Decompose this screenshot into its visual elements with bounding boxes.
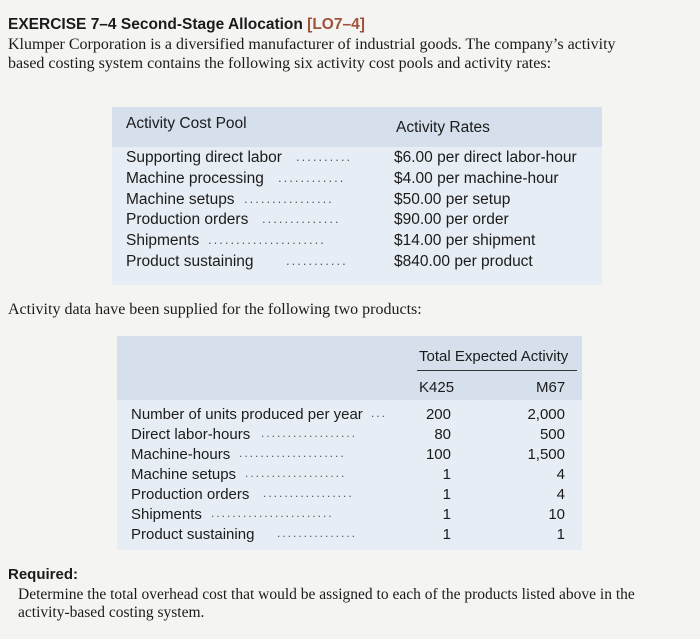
table-row bbox=[126, 232, 602, 253]
leader-dots: ............... bbox=[277, 526, 358, 540]
row-label: Direct labor-hours bbox=[131, 426, 251, 443]
row-label: Shipments bbox=[131, 506, 202, 523]
row-label: Product sustaining bbox=[131, 526, 255, 543]
table-header bbox=[117, 336, 582, 400]
m67-value: 4 bbox=[556, 486, 565, 503]
column-header-rate: Activity Rates bbox=[396, 119, 490, 136]
table-row bbox=[131, 426, 577, 446]
activity-rates-table bbox=[112, 107, 602, 285]
k425-value: 200 bbox=[425, 406, 451, 423]
intro-paragraph bbox=[8, 35, 700, 73]
activity-data-intro: Activity data have been supplied for the following two products: bbox=[8, 301, 422, 318]
column-header-k425: K425 bbox=[419, 379, 455, 396]
exercise-title: EXERCISE 7–4 Second-Stage Allocation bbox=[8, 16, 308, 33]
row-label: Number of units produced per year bbox=[131, 406, 363, 423]
pool-label: Supporting direct labor bbox=[126, 149, 282, 166]
leader-dots: ................... bbox=[245, 466, 347, 480]
leader-dots: .................. bbox=[261, 426, 358, 440]
table-row bbox=[126, 253, 602, 274]
leader-dots: ... bbox=[371, 406, 388, 420]
k425-value: 1 bbox=[442, 506, 451, 523]
intro-line: Klumper Corporation is a diversified manufacturer of industrial goods. The company’s activity bbox=[8, 36, 616, 53]
leader-dots: ....................... bbox=[211, 506, 334, 520]
required-text bbox=[18, 586, 698, 622]
pool-label: Production orders bbox=[126, 211, 249, 228]
table-row bbox=[126, 149, 602, 170]
intro-line: based costing system contains the following six activity cost pools and activity rates: bbox=[8, 55, 552, 72]
column-header-pool: Activity Cost Pool bbox=[126, 115, 247, 132]
leader-dots: ................ bbox=[244, 191, 334, 206]
m67-value: 10 bbox=[548, 506, 565, 523]
exercise-heading bbox=[8, 16, 365, 34]
group-header: Total Expected Activity bbox=[419, 348, 569, 365]
leader-dots: .............. bbox=[262, 211, 341, 226]
row-label: Machine-hours bbox=[131, 446, 231, 463]
leader-dots: ............ bbox=[278, 170, 346, 185]
m67-value: 1 bbox=[556, 526, 565, 543]
table-row bbox=[126, 211, 602, 232]
rate-value: $4.00 per machine-hour bbox=[394, 170, 559, 187]
table-row bbox=[131, 486, 577, 506]
leader-dots: ........... bbox=[286, 253, 348, 268]
leader-dots: ..................... bbox=[208, 232, 326, 247]
table-row bbox=[131, 526, 577, 546]
k425-value: 1 bbox=[442, 466, 451, 483]
row-label: Production orders bbox=[131, 486, 250, 503]
m67-value: 500 bbox=[539, 426, 565, 443]
required-heading: Required: bbox=[8, 566, 79, 583]
k425-value: 80 bbox=[434, 426, 451, 443]
leader-dots: ................. bbox=[263, 486, 354, 500]
k425-value: 1 bbox=[442, 486, 451, 503]
m67-value: 1,500 bbox=[527, 446, 565, 463]
m67-value: 4 bbox=[556, 466, 565, 483]
pool-label: Machine setups bbox=[126, 191, 235, 208]
leader-dots: .......... bbox=[296, 149, 353, 164]
pool-label: Machine processing bbox=[126, 170, 264, 187]
rate-value: $840.00 per product bbox=[394, 253, 533, 270]
table-row bbox=[131, 446, 577, 466]
table-row bbox=[126, 191, 602, 212]
leader-dots: .................... bbox=[239, 446, 346, 460]
required-line: activity-based costing system. bbox=[18, 604, 205, 621]
rate-value: $90.00 per order bbox=[394, 211, 509, 228]
k425-value: 100 bbox=[425, 446, 451, 463]
m67-value: 2,000 bbox=[527, 406, 565, 423]
column-header-m67: M67 bbox=[536, 379, 566, 396]
header-rule bbox=[417, 370, 577, 371]
rate-value: $50.00 per setup bbox=[394, 191, 511, 208]
learning-objective-link[interactable]: [LO7–4] bbox=[307, 16, 365, 33]
k425-value: 1 bbox=[442, 526, 451, 543]
table-row bbox=[126, 170, 602, 191]
pool-label: Product sustaining bbox=[126, 253, 254, 270]
rate-value: $14.00 per shipment bbox=[394, 232, 536, 249]
table-row bbox=[131, 506, 577, 526]
activity-data-table bbox=[117, 336, 582, 550]
table-row bbox=[131, 466, 577, 486]
rate-value: $6.00 per direct labor-hour bbox=[394, 149, 577, 166]
row-label: Machine setups bbox=[131, 466, 237, 483]
table-row bbox=[131, 406, 577, 426]
pool-label: Shipments bbox=[126, 232, 200, 249]
required-line: Determine the total overhead cost that would be assigned to each of the products listed above in the bbox=[18, 586, 635, 603]
